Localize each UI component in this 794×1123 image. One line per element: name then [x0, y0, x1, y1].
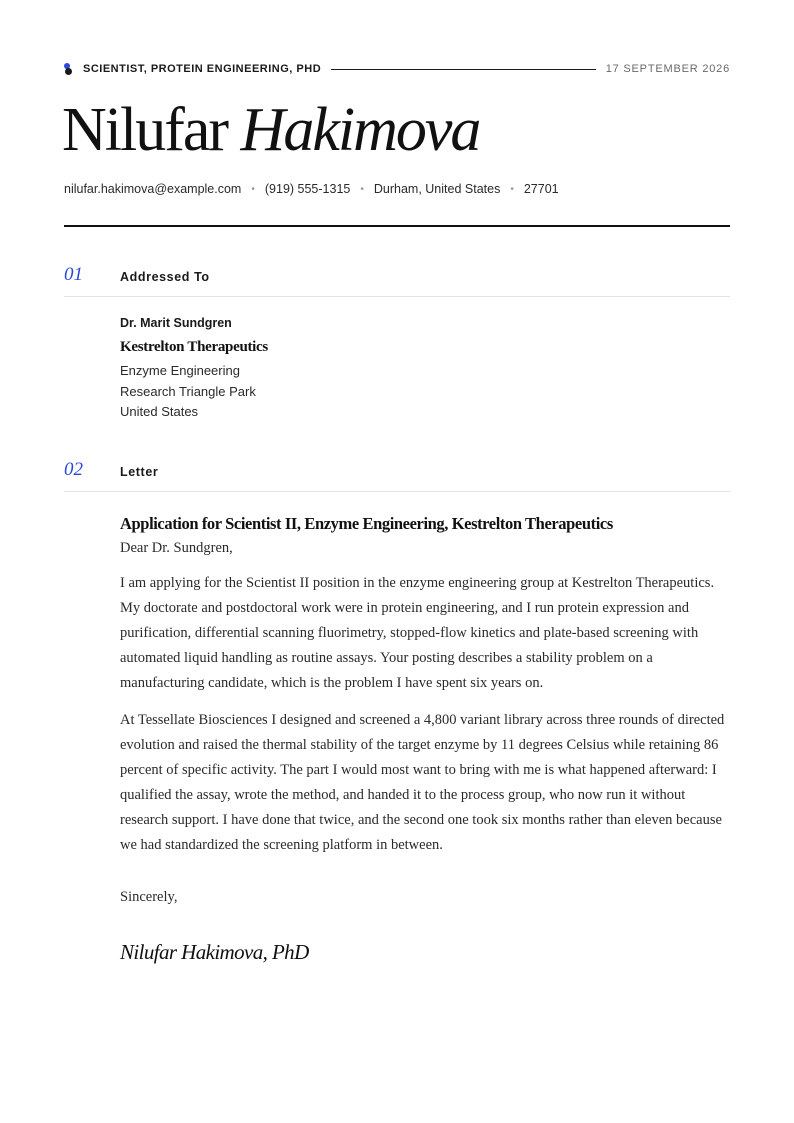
- header-rule: [64, 225, 730, 227]
- recipient-address-line: Enzyme Engineering: [120, 363, 240, 378]
- contact-line: [64, 182, 559, 196]
- contact-location: Durham, United States: [373, 182, 501, 196]
- applicant-name: [62, 92, 479, 168]
- contact-phone[interactable]: (919) 555-1315: [264, 182, 351, 196]
- recipient-address-line: Research Triangle Park: [120, 383, 256, 399]
- section-number: 01: [64, 264, 83, 285]
- header-divider: [331, 69, 596, 70]
- separator-dot: •: [251, 183, 255, 195]
- section-title-letter: Letter: [120, 465, 159, 479]
- contact-postal: 27701: [523, 182, 559, 196]
- recipient-block: [120, 316, 720, 423]
- letter-body: [120, 512, 734, 965]
- last-name: Hakimova: [240, 96, 480, 164]
- recipient-address-line: United States: [120, 404, 199, 419]
- brand-dots-icon: [64, 62, 74, 76]
- separator-dot: •: [510, 183, 514, 195]
- letter-subject: Application for Scientist II, Enzyme Engineering, Kestrelton Therapeutics: [120, 514, 613, 533]
- section-divider: [64, 296, 730, 297]
- letter-closing: Sincerely,: [120, 889, 178, 905]
- letter-paragraph: I am applying for the Scientist II position in the enzyme engineering group at Kestrelton Therapeutics. My doctorate and postdoctoral work were in protein engineering, and I run protein expression and purification, differential scanning fluorimetry, stopped-flow kinetics and plate-based screening with automated liquid handling as routine assays. Your posting describes a stability problem on a manufacturing candidate, which is the problem I have spent six years on.: [120, 575, 715, 691]
- letter-signature: Nilufar Hakimova, PhD: [120, 940, 309, 964]
- section-number: 02: [64, 459, 83, 480]
- role-title: SCIENTIST, PROTEIN ENGINEERING, PHD: [83, 63, 322, 75]
- first-name: Nilufar: [62, 96, 228, 164]
- recipient-company: Kestrelton Therapeutics: [120, 339, 268, 355]
- contact-email[interactable]: nilufar.hakimova@example.com: [64, 182, 242, 196]
- letter-salutation: Dear Dr. Sundgren,: [120, 540, 233, 556]
- section-divider: [64, 491, 730, 492]
- header-bar: [64, 60, 730, 78]
- separator-dot: •: [360, 183, 364, 195]
- letter-paragraph: At Tessellate Biosciences I designed and screened a 4,800 variant library across three rounds of directed evolution and raised the thermal stability of the target enzyme by 11 degrees Celsius while retaining 86 percent of specific activity. The part I would most want to bring with me is what happened afterward: I qualified the assay, wrote the method, and handed it to the process group, who now run it without research support. I have done that twice, and the second one took six months rather than eleven because we had standardized the screening platform in between.: [120, 712, 725, 853]
- recipient-name: Dr. Marit Sundgren: [120, 316, 232, 330]
- section-title-addressed: Addressed To: [120, 270, 210, 284]
- letter-date: 17 SEPTEMBER 2026: [605, 63, 730, 75]
